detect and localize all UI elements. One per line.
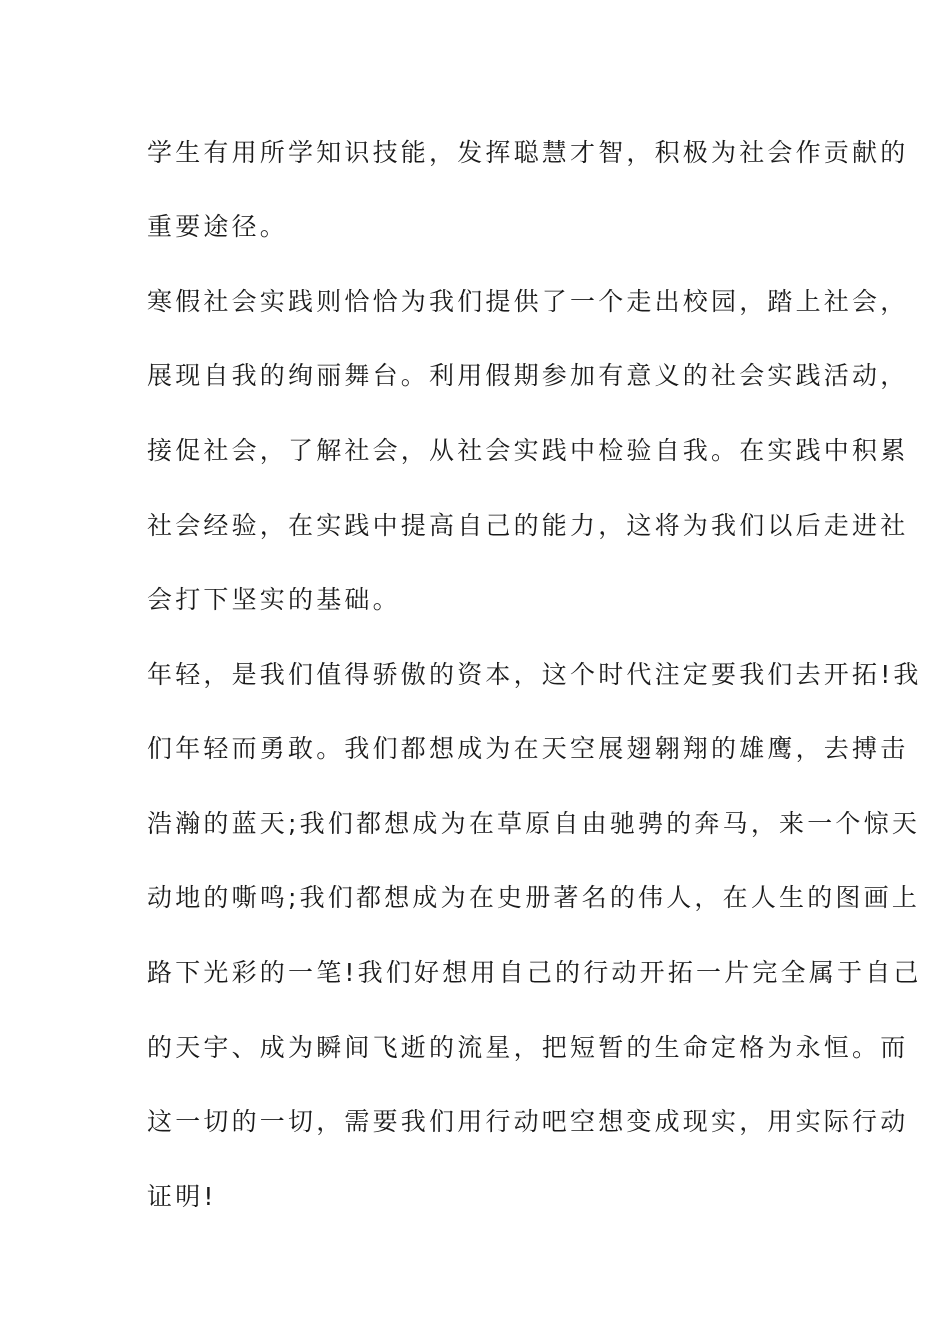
- text-line: 接促社会，了解社会，从社会实践中检验自我。在实践中积累: [147, 436, 909, 465]
- text-line: 展现自我的绚丽舞台。利用假期参加有意义的社会实践活动，: [147, 361, 909, 390]
- text-line: 重要途径。: [147, 212, 289, 241]
- text-line: 浩瀚的蓝天;我们都想成为在草原自由驰骋的奔马，来一个惊天: [147, 809, 921, 838]
- text-line: 路下光彩的一笔!我们好想用自己的行动开拓一片完全属于自己: [147, 958, 922, 987]
- text-line: 寒假社会实践则恰恰为我们提供了一个走出校园，踏上社会，: [147, 287, 909, 316]
- text-line: 们年轻而勇敢。我们都想成为在天空展翅翱翔的雄鹰，去搏击: [147, 734, 909, 763]
- text-line: 会打下坚实的基础。: [147, 585, 401, 614]
- text-line: 学生有用所学知识技能，发挥聪慧才智，积极为社会作贡献的: [147, 138, 909, 167]
- text-line: 年轻，是我们值得骄傲的资本，这个时代注定要我们去开拓!我: [147, 660, 922, 689]
- text-line: 社会经验，在实践中提高自己的能力，这将为我们以后走进社: [147, 511, 909, 540]
- text-line: 证明!: [147, 1182, 217, 1211]
- text-line: 的天宇、成为瞬间飞逝的流星，把短暂的生命定格为永恒。而: [147, 1033, 909, 1062]
- text-line: 这一切的一切，需要我们用行动吧空想变成现实，用实际行动: [147, 1107, 909, 1136]
- text-line: 动地的嘶鸣;我们都想成为在史册著名的伟人，在人生的图画上: [147, 883, 921, 912]
